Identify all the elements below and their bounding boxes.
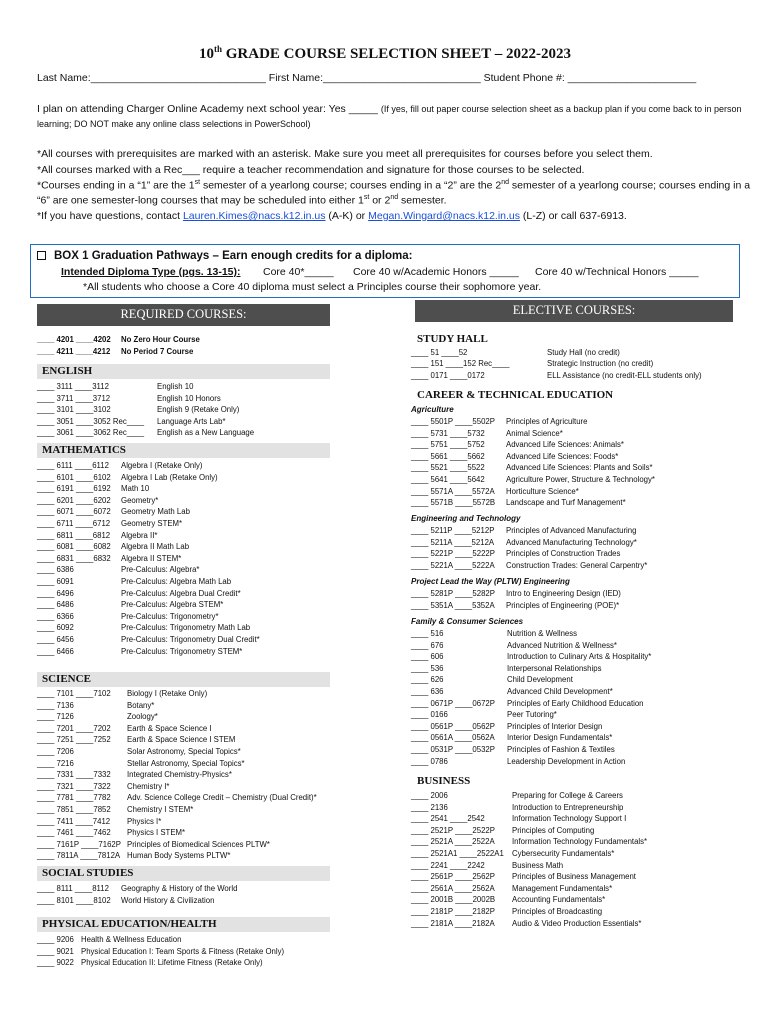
course-codes[interactable]: ____ 0786 xyxy=(411,756,448,766)
course-title: English 10 Honors xyxy=(157,393,221,403)
course-row[interactable] xyxy=(37,416,367,427)
course-row[interactable] xyxy=(411,790,741,801)
course-row[interactable] xyxy=(411,918,741,929)
charger-online-note: (If yes, fill out paper course selection sheet as a backup plan if you come back to in person xyxy=(380,104,742,114)
course-row[interactable] xyxy=(37,883,367,894)
course-title: Introduction to Entrepreneurship xyxy=(512,802,624,812)
course-row[interactable] xyxy=(37,646,367,657)
course-codes[interactable]: ____ 2181A ____2182A xyxy=(411,918,495,928)
course-title: Information Technology Fundamentals* xyxy=(512,837,648,847)
course-title: Physical Education II: Lifetime Fitness (Retake Only) xyxy=(81,958,263,968)
course-title: Horticulture Science* xyxy=(506,486,579,496)
course-codes[interactable]: ____ 0671P ____0672P xyxy=(411,698,495,708)
course-title: Pre-Calculus: Trigonometry Math Lab xyxy=(121,623,251,633)
course-codes[interactable]: ____ 2521A ____2522A xyxy=(411,837,495,847)
course-codes[interactable]: ____ 536 xyxy=(411,663,444,673)
course-row[interactable] xyxy=(411,709,741,720)
course-row[interactable] xyxy=(37,723,367,734)
course-row[interactable] xyxy=(37,850,367,861)
course-codes[interactable]: ____ 6191 ____6192 xyxy=(37,484,111,494)
course-row[interactable] xyxy=(37,472,367,483)
course-title: World History & Civilization xyxy=(121,896,215,905)
course-codes[interactable]: ____ 5521 ____5522 xyxy=(411,463,485,473)
course-row[interactable] xyxy=(411,486,741,497)
course-title: Construction Trades: General Carpentry* xyxy=(506,560,648,570)
course-title: Principles of Fashion & Textiles xyxy=(507,745,615,754)
math-heading: MATHEMATICS xyxy=(37,443,330,458)
course-row[interactable] xyxy=(37,541,367,552)
course-row[interactable] xyxy=(411,813,741,824)
course-title: Intro to Engineering Design (IED) xyxy=(506,589,621,598)
course-codes[interactable]: ____ 5351A ____5352A xyxy=(411,600,495,610)
course-title: Preparing for College & Careers xyxy=(512,791,623,800)
course-row[interactable] xyxy=(37,816,367,827)
science-heading: SCIENCE xyxy=(37,672,330,687)
course-row[interactable] xyxy=(411,600,741,611)
course-codes[interactable]: ____ 2561P ____2562P xyxy=(411,872,495,882)
course-title: No Zero Hour Course xyxy=(121,335,200,344)
course-row[interactable] xyxy=(411,358,741,369)
pltw-subheading: Project Lead the Way (PLTW) Engineering xyxy=(411,577,570,586)
course-title: Principles of Engineering (POE)* xyxy=(506,600,620,610)
course-row[interactable] xyxy=(411,756,741,767)
course-row[interactable] xyxy=(411,732,741,743)
course-row[interactable] xyxy=(411,721,741,732)
course-codes[interactable]: ____ 2521A1 ____2522A1 xyxy=(411,849,504,858)
box1-graduation-pathways xyxy=(30,244,740,298)
course-title: Physical Education I: Team Sports & Fitness (Retake Only) xyxy=(81,946,285,956)
cte-heading: CAREER & TECHNICAL EDUCATION xyxy=(417,389,614,401)
course-row[interactable] xyxy=(37,700,367,711)
course-title: Peer Tutoring* xyxy=(507,710,557,720)
engineering-subheading: Engineering and Technology xyxy=(411,514,521,523)
course-title: Pre-Calculus: Algebra* xyxy=(121,565,200,575)
course-row[interactable] xyxy=(411,744,741,755)
course-row[interactable] xyxy=(37,611,367,622)
course-row[interactable] xyxy=(37,839,367,850)
course-title: Geometry STEM* xyxy=(121,519,183,528)
course-codes[interactable]: ____ 0531P ____0532P xyxy=(411,745,495,754)
course-title: Pre-Calculus: Trigonometry* xyxy=(121,611,219,621)
course-row[interactable] xyxy=(411,525,741,536)
course-row[interactable] xyxy=(37,346,367,357)
course-codes[interactable]: ____ 676 xyxy=(411,640,444,650)
course-codes[interactable]: ____ 6201 ____6202 xyxy=(37,495,111,505)
required-courses-banner: REQUIRED COURSES: xyxy=(37,304,330,326)
course-codes[interactable]: ____ 516 xyxy=(411,629,444,638)
course-row[interactable] xyxy=(37,460,367,471)
diploma-type-label: Intended Diploma Type (pgs. 13-15): xyxy=(61,266,241,278)
course-codes[interactable]: ____ 4201 ____4202 xyxy=(37,335,111,344)
course-title: Physics I STEM* xyxy=(127,828,186,838)
course-codes[interactable]: ____ 0171 ____0172 xyxy=(411,370,485,380)
course-row[interactable] xyxy=(37,553,367,564)
email-link-wingard[interactable]: Megan.Wingard@nacs.k12.in.us xyxy=(368,210,521,222)
course-title: Biology I (Retake Only) xyxy=(127,689,208,698)
course-row[interactable] xyxy=(37,495,367,506)
course-row[interactable] xyxy=(411,674,741,685)
page-title: 10th GRADE COURSE SELECTION SHEET – 2022-2023 xyxy=(199,44,571,62)
note-prerequisites: *All courses with prerequisites are marked with an asterisk. Make sure you meet all prerequisites for courses before you select them. xyxy=(37,148,653,160)
course-codes[interactable]: ____ 5571B ____5572B xyxy=(411,498,496,508)
course-codes[interactable]: ____ 6101 ____6102 xyxy=(37,472,111,482)
course-codes[interactable]: ____ 4211 ____4212 xyxy=(37,347,111,356)
course-codes[interactable]: ____ 7811A ____7812A xyxy=(37,851,121,861)
course-row[interactable] xyxy=(411,640,741,651)
course-codes[interactable]: ____ 2181P ____2182P xyxy=(411,907,495,916)
course-codes[interactable]: ____ 3061 ____3062 Rec____ xyxy=(37,428,145,437)
course-title: Principles of Business Management xyxy=(512,872,636,882)
course-row[interactable] xyxy=(37,599,367,610)
course-title: Animal Science* xyxy=(506,428,563,438)
course-title: Leadership Development in Action xyxy=(507,756,626,766)
course-row[interactable] xyxy=(37,404,367,415)
elective-courses-banner: ELECTIVE COURSES: xyxy=(415,300,733,322)
course-codes[interactable]: ____ 2001B ____2002B xyxy=(411,895,496,905)
course-row[interactable] xyxy=(37,827,367,838)
course-codes[interactable]: ____ 636 xyxy=(411,687,444,696)
course-title: Nutrition & Wellness xyxy=(507,629,578,638)
course-title: Principles of Early Childhood Education xyxy=(507,698,644,708)
course-codes[interactable]: ____ 7161P ____7162P xyxy=(37,839,121,849)
charger-online-line[interactable] xyxy=(37,103,742,115)
course-row[interactable] xyxy=(411,416,741,427)
course-codes[interactable]: ____ 3101 ____3102 xyxy=(37,405,111,414)
course-title: Accounting Fundamentals* xyxy=(512,895,606,905)
course-codes[interactable]: ____ 3711 ____3712 xyxy=(37,393,111,403)
course-row[interactable] xyxy=(411,548,741,559)
course-row[interactable] xyxy=(411,451,741,462)
course-codes[interactable]: ____ 0166 xyxy=(411,710,448,720)
course-title: Earth & Space Science I xyxy=(127,723,212,733)
course-codes[interactable]: ____ 6466 xyxy=(37,646,74,656)
course-codes[interactable]: ____ 9206 xyxy=(37,935,74,944)
course-row[interactable] xyxy=(37,530,367,541)
course-row[interactable] xyxy=(37,711,367,722)
course-title: Chemistry I* xyxy=(127,781,170,791)
course-title: Interpersonal Relationships xyxy=(507,663,602,673)
course-title: Adv. Science College Credit – Chemistry (Dual Credit)* xyxy=(127,793,317,803)
course-row[interactable] xyxy=(37,804,367,815)
course-row[interactable] xyxy=(37,483,367,494)
course-row[interactable] xyxy=(411,588,741,599)
course-row[interactable] xyxy=(37,588,367,599)
name-fields-line[interactable]: Last Name:______________________________ First Name:___________________________ Student Phone #: ______________________ xyxy=(37,72,697,84)
course-codes[interactable]: ____ 51 ____52 xyxy=(411,348,468,357)
course-title: Pre-Calculus: Trigonometry STEM* xyxy=(121,646,243,656)
course-title: Pre-Calculus: Trigonometry Dual Credit* xyxy=(121,635,260,644)
course-codes[interactable]: ____ 7321 ____7322 xyxy=(37,781,111,791)
course-title: Introduction to Culinary Arts & Hospitality* xyxy=(507,652,652,662)
box1-note: *All students who choose a Core 40 diploma must select a Principles course their sophomore year. xyxy=(83,281,542,293)
course-title: Geometry* xyxy=(121,495,159,505)
course-title: Health & Wellness Education xyxy=(81,935,182,944)
social-studies-heading: SOCIAL STUDIES xyxy=(37,866,330,881)
course-row[interactable] xyxy=(37,634,367,645)
course-title: Principles of Broadcasting xyxy=(512,907,603,916)
course-codes[interactable]: ____ 0561P ____0562P xyxy=(411,721,495,731)
diploma-option-core40[interactable]: Core 40*_____ xyxy=(263,266,334,278)
course-title: Math 10 xyxy=(121,484,150,494)
course-title: Pre-Calculus: Algebra Math Lab xyxy=(121,577,232,586)
course-row[interactable] xyxy=(37,769,367,780)
course-codes[interactable]: ____ 3051 ____3052 Rec____ xyxy=(37,416,145,426)
course-title: Study Hall (no credit) xyxy=(547,348,620,357)
course-title: Botany* xyxy=(127,700,155,710)
course-row[interactable] xyxy=(411,462,741,473)
course-title: Stellar Astronomy, Special Topics* xyxy=(127,758,245,768)
course-row[interactable] xyxy=(411,370,741,381)
course-codes[interactable]: ____ 7136 xyxy=(37,700,74,710)
diploma-option-technical-honors[interactable]: Core 40 w/Technical Honors _____ xyxy=(535,266,699,278)
course-codes[interactable]: ____ 2521P ____2522P xyxy=(411,825,495,835)
course-codes[interactable]: ____ 6366 xyxy=(37,611,74,621)
business-heading: BUSINESS xyxy=(417,775,471,787)
course-row[interactable] xyxy=(411,871,741,882)
course-row[interactable] xyxy=(37,946,367,957)
course-codes[interactable]: ____ 5211P ____5212P xyxy=(411,526,495,535)
email-link-kimes[interactable]: Lauren.Kimes@nacs.k12.in.us xyxy=(182,210,326,222)
course-row[interactable] xyxy=(37,895,367,906)
course-row[interactable] xyxy=(411,651,741,662)
course-title: Zoology* xyxy=(127,712,158,722)
course-row[interactable] xyxy=(37,622,367,633)
course-title: Algebra II* xyxy=(121,530,158,540)
course-title: No Period 7 Course xyxy=(121,347,194,356)
course-title: Language Arts Lab* xyxy=(157,416,226,426)
course-title: Principles of Agriculture xyxy=(506,417,588,426)
course-row[interactable] xyxy=(37,734,367,745)
course-row[interactable] xyxy=(411,497,741,508)
course-title: Physics I* xyxy=(127,816,162,826)
course-codes[interactable]: ____ 2136 xyxy=(411,802,448,812)
english-heading: ENGLISH xyxy=(37,364,330,379)
course-row[interactable] xyxy=(411,698,741,709)
course-title: Advanced Child Development* xyxy=(507,687,613,696)
course-title: Algebra I Lab (Retake Only) xyxy=(121,472,218,482)
course-row[interactable] xyxy=(37,334,367,345)
course-title: Pre-Calculus: Algebra STEM* xyxy=(121,600,224,610)
course-title: Advanced Manufacturing Technology* xyxy=(506,537,637,547)
charger-online-note-2: learning; DO NOT make any online class selections in PowerSchool) xyxy=(37,119,311,129)
course-row[interactable] xyxy=(411,825,741,836)
course-codes[interactable]: ____ 6456 xyxy=(37,635,74,644)
course-codes[interactable]: ____ 5281P ____5282P xyxy=(411,589,495,598)
course-title: Geometry Math Lab xyxy=(121,507,190,517)
course-row[interactable] xyxy=(411,474,741,485)
course-codes[interactable]: ____ 7201 ____7202 xyxy=(37,723,111,733)
course-codes[interactable]: ____ 7851 ____7852 xyxy=(37,805,111,814)
course-codes[interactable]: ____ 151 ____152 Rec____ xyxy=(411,359,510,369)
course-row[interactable] xyxy=(37,792,367,803)
course-codes[interactable]: ____ 7461 ____7462 xyxy=(37,828,111,838)
box1-title: BOX 1 Graduation Pathways – Earn enough credits for a diploma: xyxy=(37,250,413,262)
course-codes[interactable]: ____ 7101 ____7102 xyxy=(37,689,111,698)
course-codes[interactable]: ____ 3111 ____3112 xyxy=(37,382,109,391)
course-codes[interactable]: ____ 6091 xyxy=(37,577,74,586)
diploma-option-academic-honors[interactable]: Core 40 w/Academic Honors _____ xyxy=(353,266,519,278)
course-codes[interactable]: ____ 6831 ____6832 xyxy=(37,553,111,563)
course-codes[interactable]: ____ 7411 ____7412 xyxy=(37,816,111,826)
course-title: Advanced Life Sciences: Foods* xyxy=(506,451,619,461)
note-semesters: *Courses ending in a “1” are the 1st semester of a yearlong course; courses ending in a “2” are the 2nd semester of a yearlong course; courses ending in a xyxy=(37,179,751,192)
course-title: Agriculture Power, Structure & Technology* xyxy=(506,475,655,484)
course-codes[interactable]: ____ 5751 ____5752 xyxy=(411,440,485,450)
course-codes[interactable]: ____ 0561A ____0562A xyxy=(411,733,495,743)
course-row[interactable] xyxy=(411,860,741,871)
course-codes[interactable]: ____ 9021 xyxy=(37,946,74,956)
course-row[interactable] xyxy=(37,564,367,575)
course-codes[interactable]: ____ 5221A ____5222A xyxy=(411,560,495,570)
note-contact: *If you have questions, contact Lauren.Kimes@nacs.k12.in.us (A-K) or Megan.Wingard@nacs.k12.in.us (L-Z) or call 637-6913. xyxy=(37,210,627,222)
course-codes[interactable]: ____ 5221P ____5222P xyxy=(411,549,495,559)
diploma-type-row xyxy=(61,266,699,278)
course-codes[interactable]: ____ 7206 xyxy=(37,747,74,756)
course-row[interactable] xyxy=(37,518,367,529)
course-row[interactable] xyxy=(411,663,741,674)
course-codes[interactable]: ____ 5211A ____5212A xyxy=(411,537,495,547)
course-title: Audio & Video Production Essentials* xyxy=(512,918,642,928)
course-title: Principles of Computing xyxy=(512,825,595,835)
course-row[interactable] xyxy=(37,576,367,587)
pe-health-heading: PHYSICAL EDUCATION/HEALTH xyxy=(37,917,330,932)
course-row[interactable] xyxy=(37,957,367,968)
course-codes[interactable]: ____ 2241 ____2242 xyxy=(411,860,485,870)
course-title: Principles of Interior Design xyxy=(507,721,603,731)
course-row[interactable] xyxy=(411,439,741,450)
course-row[interactable] xyxy=(37,781,367,792)
course-row[interactable] xyxy=(37,381,367,392)
course-title: Algebra II Math Lab xyxy=(121,542,190,552)
course-title: Business Math xyxy=(512,860,564,870)
course-codes[interactable]: ____ 6071 ____6072 xyxy=(37,507,111,517)
course-row[interactable] xyxy=(411,428,741,439)
course-codes[interactable]: ____ 6081 ____6082 xyxy=(37,542,111,552)
course-row[interactable] xyxy=(411,802,741,813)
course-codes[interactable]: ____ 5501P ____5502P xyxy=(411,417,495,426)
course-row[interactable] xyxy=(411,848,741,859)
course-title: Cybersecurity Fundamentals* xyxy=(512,849,615,858)
course-title: ELL Assistance (no credit-ELL students only) xyxy=(547,370,702,380)
course-title: Principles of Biomedical Sciences PLTW* xyxy=(127,839,270,849)
course-row[interactable] xyxy=(411,560,741,571)
course-title: Algebra I (Retake Only) xyxy=(121,461,203,470)
course-row[interactable] xyxy=(411,686,741,697)
course-codes[interactable]: ____ 7781 ____7782 xyxy=(37,793,111,803)
note-recommendation: *All courses marked with a Rec___ require a teacher recommendation and signature for those courses to be selected. xyxy=(37,164,585,176)
course-codes[interactable]: ____ 2006 xyxy=(411,791,448,800)
course-title: Information Technology Support I xyxy=(512,814,627,824)
course-title: Strategic Instruction (no credit) xyxy=(547,359,654,369)
course-row[interactable] xyxy=(411,894,741,905)
course-title: English 9 (Retake Only) xyxy=(157,405,240,414)
course-title: Pre-Calculus: Algebra Dual Credit* xyxy=(121,588,241,598)
course-codes[interactable]: ____ 6386 xyxy=(37,565,74,575)
family-consumer-subheading: Family & Consumer Sciences xyxy=(411,617,524,626)
course-row[interactable] xyxy=(37,934,367,945)
course-codes[interactable]: ____ 6496 xyxy=(37,588,74,598)
course-codes[interactable]: ____ 5731 ____5732 xyxy=(411,428,485,438)
course-title: Interior Design Fundamentals* xyxy=(507,733,613,743)
course-codes[interactable]: ____ 6711 ____6712 xyxy=(37,519,111,528)
course-codes[interactable]: ____ 5661 ____5662 xyxy=(411,451,485,461)
course-codes[interactable]: ____ 7331 ____7332 xyxy=(37,770,111,780)
course-title: Management Fundamentals* xyxy=(512,883,613,893)
course-title: Algebra II STEM* xyxy=(121,553,182,563)
course-row[interactable] xyxy=(37,758,367,769)
course-row[interactable] xyxy=(37,688,367,699)
course-title: Principles of Advanced Manufacturing xyxy=(506,526,637,535)
course-row[interactable] xyxy=(411,836,741,847)
course-title: Human Body Systems PLTW* xyxy=(127,851,231,861)
course-codes[interactable]: ____ 6811 ____6812 xyxy=(37,530,111,540)
course-codes[interactable]: ____ 6486 xyxy=(37,600,74,610)
course-codes[interactable]: ____ 5641 ____5642 xyxy=(411,475,485,484)
course-title: Advanced Nutrition & Wellness* xyxy=(507,640,617,650)
course-row[interactable] xyxy=(411,906,741,917)
course-codes[interactable]: ____ 8101 ____8102 xyxy=(37,896,111,905)
course-codes[interactable]: ____ 7251 ____7252 xyxy=(37,735,111,745)
course-codes[interactable]: ____ 6092 xyxy=(37,623,74,633)
note-semester-long: “6” are one semester-long courses that may be scheduled into either 1st or 2nd semester. xyxy=(37,194,447,207)
course-title: Principles of Construction Trades xyxy=(506,549,621,559)
course-title: Advanced Life Sciences: Plants and Soils* xyxy=(506,463,653,473)
course-title: Advanced Life Sciences: Animals* xyxy=(506,440,624,450)
agriculture-subheading: Agriculture xyxy=(411,405,454,414)
course-title: Integrated Chemistry-Physics* xyxy=(127,770,232,780)
course-row[interactable] xyxy=(37,506,367,517)
course-row[interactable] xyxy=(37,427,367,438)
course-codes[interactable]: ____ 5571A ____5572A xyxy=(411,486,495,496)
course-title: English 10 xyxy=(157,382,194,391)
course-title: Earth & Space Science I STEM xyxy=(127,735,236,745)
course-title: Chemistry I STEM* xyxy=(127,805,194,814)
course-codes[interactable]: ____ 6111 ____6112 xyxy=(37,461,109,470)
checkbox-icon[interactable] xyxy=(37,251,46,260)
course-codes[interactable]: ____ 626 xyxy=(411,675,444,685)
course-row[interactable] xyxy=(411,347,741,358)
course-codes[interactable]: ____ 2541 ____2542 xyxy=(411,814,485,824)
course-title: Child Development xyxy=(507,675,573,685)
course-title: Solar Astronomy, Special Topics* xyxy=(127,747,241,756)
course-title: Landscape and Turf Management* xyxy=(506,498,626,508)
course-codes[interactable]: ____ 2561A ____2562A xyxy=(411,883,495,893)
course-title: Geography & History of the World xyxy=(121,884,238,893)
course-codes[interactable]: ____ 7126 xyxy=(37,712,74,722)
course-codes[interactable]: ____ 7216 xyxy=(37,758,74,768)
course-title: English as a New Language xyxy=(157,428,255,437)
charger-online-question: I plan on attending Charger Online Academy next school year: Yes _____ xyxy=(37,103,381,115)
course-codes[interactable]: ____ 606 xyxy=(411,652,444,662)
study-hall-heading: STUDY HALL xyxy=(417,333,488,345)
course-row[interactable] xyxy=(411,537,741,548)
course-row[interactable] xyxy=(37,746,367,757)
course-row[interactable] xyxy=(37,393,367,404)
course-row[interactable] xyxy=(411,883,741,894)
course-codes[interactable]: ____ 8111 ____8112 xyxy=(37,884,109,893)
course-codes[interactable]: ____ 9022 xyxy=(37,958,74,968)
course-row[interactable] xyxy=(411,628,741,639)
